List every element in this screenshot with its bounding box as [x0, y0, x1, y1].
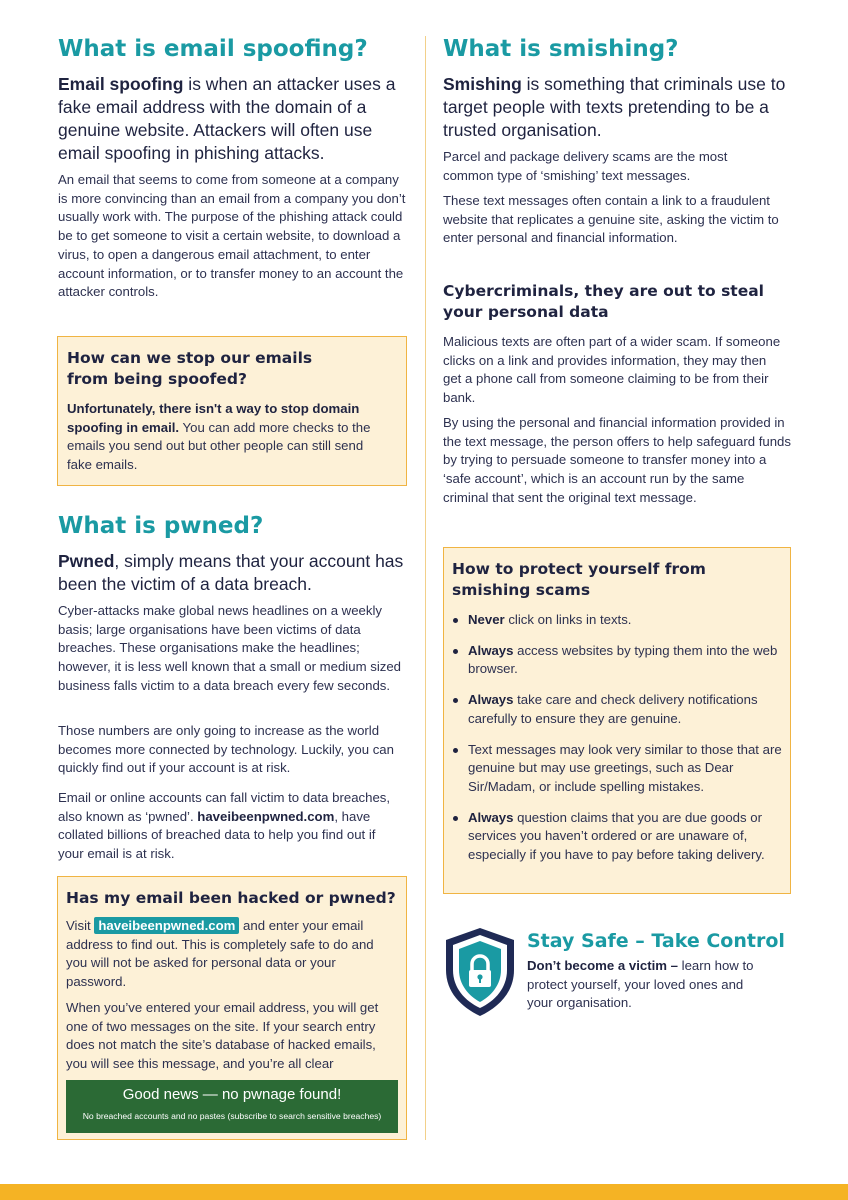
spoofing-title: What is email spoofing? — [58, 36, 368, 62]
banner-subtitle: No breached accounts and no pastes (subscribe to search sensitive breaches) — [82, 1111, 382, 1121]
smishing-title: What is smishing? — [443, 36, 679, 62]
tip-item — [444, 642, 784, 679]
tip-item — [444, 611, 784, 630]
tip-item — [444, 809, 784, 865]
column-divider — [425, 36, 426, 1140]
shield-lock-icon — [443, 926, 517, 1018]
smishing-tips-box — [443, 547, 791, 894]
stay-safe-title: Stay Safe – Take Control — [527, 930, 785, 952]
smishing-paragraph-3: Malicious texts are often part of a wider scam. If someone clicks on a link and provides information, they may then get a phone call from someone claiming to be from their bank. — [443, 334, 781, 406]
tip-bold: Always — [468, 692, 514, 708]
smishing-lead — [443, 73, 788, 142]
pwned-lead-term: Pwned — [58, 551, 115, 571]
banner-title: Good news — no pwnage found! — [122, 1086, 342, 1103]
spoofing-box-text — [67, 400, 387, 475]
smishing-paragraph-2: These text messages often contain a link to a fraudulent website that replicates a genuine site, asking the victim to enter personal and financial information. — [443, 193, 779, 246]
pwned-lead — [58, 550, 410, 596]
smishing-lead-rest: is something that criminals use to target people with texts pretending to be a trusted organisation. — [443, 74, 786, 140]
smishing-paragraph-4: By using the personal and financial information provided in the text message, the person offers to help safeguard funds by trying to persuade someone to transfer money into a ‘safe account’, which is an account run by the same criminal that sent the original text message. — [443, 415, 791, 505]
tip-item — [444, 691, 784, 728]
spoofing-body: An email that seems to come from someone at a company is more convincing than an email from a company you don’t usually work with. The purpose of the phishing attack could be to get someone to visit a certain website, to download a virus, to open a dangerous email attachment, to enter account information, or to transfer money to an account the attacker controls. — [58, 172, 406, 300]
tip-bold: Always — [468, 809, 514, 825]
tip-text: question claims that you are due goods or services you haven’t ordered or are unaware of, especially if you have to pay before taking delivery. — [468, 809, 765, 863]
footer-bar — [0, 1184, 848, 1200]
pwned-lead-rest: , simply means that your account has been the victim of a data breach. — [58, 551, 404, 594]
cybercriminals-heading: Cybercriminals, they are out to steal your personal data — [443, 282, 764, 321]
pwned-paragraph-2: Those numbers are only going to increase as the world becomes more connected by technology. Luckily, you can quickly find out if your account is at risk. — [58, 723, 394, 776]
stay-safe-rest: learn how to protect yourself, your loved ones and your organisation. — [527, 958, 754, 1011]
tip-bold: Never — [468, 612, 505, 627]
stay-safe-bold: Don’t become a victim – — [527, 958, 678, 973]
smishing-lead-term: Smishing — [443, 74, 522, 94]
pwned-site-name: haveibeenpwned.com — [197, 808, 335, 824]
haveibeenpwned-link[interactable]: haveibeenpwned.com — [94, 917, 239, 934]
spoofing-box-title: How can we stop our emails from being spoofed? — [67, 349, 313, 388]
tip-text: Text messages may look very similar to those that are genuine but may use greetings, such as Dear Sir/Madam, or include spelling mistakes. — [468, 741, 782, 794]
pwned-box — [57, 876, 407, 1140]
no-pwnage-banner — [66, 1080, 398, 1133]
tip-text: access websites by typing them into the web browser. — [468, 642, 778, 677]
tip-text: take care and check delivery notifications carefully to ensure they are genuine. — [468, 692, 758, 726]
stay-safe-text — [527, 957, 767, 1013]
tip-text: click on links in texts. — [504, 612, 632, 627]
pwned-box-paragraph-1-rest: and enter your email address to find out. This is completely safe to do and you will not be asked for personal data or your password. — [66, 918, 374, 990]
pwned-box-visit: Visit — [66, 918, 95, 933]
pwned-title: What is pwned? — [58, 513, 264, 539]
spoofing-box-bold: Unfortunately, there isn't a way to stop domain spoofing in email. — [67, 401, 360, 435]
smishing-box-title: How to protect yourself from smishing scams — [452, 560, 706, 599]
spoofing-lead-rest: is when an attacker uses a fake email address with the domain of a genuine website. Attackers will often use email spoofing in phishing attacks. — [58, 74, 396, 163]
tip-item — [444, 741, 784, 797]
tip-bold: Always — [468, 642, 514, 658]
smishing-tips-list — [444, 611, 784, 877]
pwned-paragraph-3 — [58, 789, 398, 864]
smishing-paragraph-1: Parcel and package delivery scams are the most common type of ‘smishing’ text messages. — [443, 149, 728, 183]
spoofing-box-rest: You can add more checks to the emails you send out but other people can still send fake emails. — [67, 419, 371, 473]
pwned-paragraph-1: Cyber-attacks make global news headlines on a weekly basis; large organisations have been victims of data breaches. These organisations make the headlines; however, it is less well known that a small or medium sized business falls victim to a data breach every few seconds. — [58, 603, 402, 693]
pwned-box-title: Has my email been hacked or pwned? — [66, 889, 396, 907]
pwned-box-paragraph-1 — [66, 917, 396, 992]
spoofing-lead — [58, 73, 410, 165]
pwned-paragraph-3-b: , have collated billions of breached data to help you find out if your email is at risk. — [58, 808, 376, 862]
spoofing-box — [57, 336, 407, 486]
pwned-paragraph-3-a: Email or online accounts can fall victim to data breaches, also known as ‘pwned’. — [58, 790, 391, 824]
pwned-box-paragraph-2: When you’ve entered your email address, you will get one of two messages on the site. If your search entry does not match the site’s database of hacked emails, you will see this message, and you’re all clear — [66, 1000, 379, 1072]
spoofing-lead-term: Email spoofing — [58, 74, 184, 94]
